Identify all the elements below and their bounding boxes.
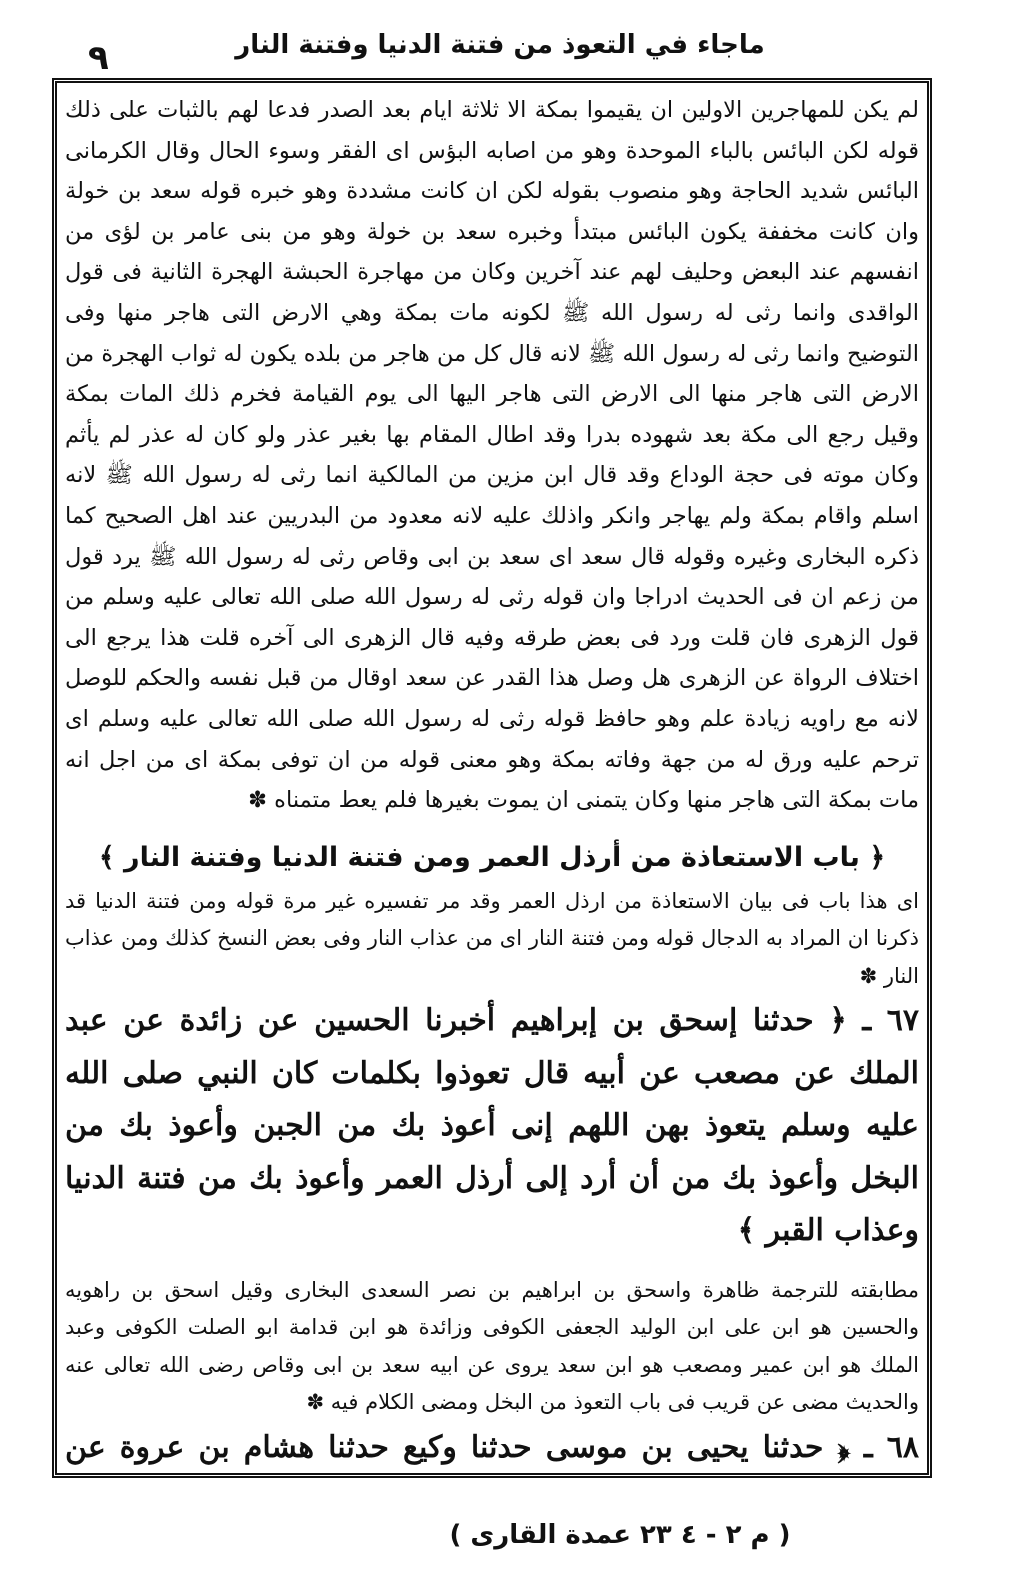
hadith-67: ٦٧ ـ ﴿ حدثنا إسحق بن إبراهيم أخبرنا الحسين عن زائدة عن عبد الملك عن مصعب عن أبيه قال تعوذوا بكلمات كان النبي صلى الله عليه وسلم يتعوذ بهن اللهم إنى أعوذ بك من الجبن وأعوذ بك من البخل وأعوذ بك من أن أرد إلى أرذل العمر وأعوذ بك من فتنة الدنيا وعذاب القبر ﴾ <box>65 1003 919 1249</box>
page-footer: ( م ٢ - ٤ ٢٣ عمدة القارى ) <box>449 1520 791 1550</box>
page-header-title: ماجاء في التعوذ من فتنة الدنيا وفتنة النار <box>235 30 765 60</box>
chapter-commentary: اى هذا باب فى بيان الاستعاذة من ارذل العمر وقد مر تفسيره غير مرة قوله ومن فتنة الدنيا قد ذكرنا ان المراد به الدجال قوله ومن فتنة النار اى من عذاب النار وفى بعض النسخ كذلك ومن عذاب النار ✽ <box>65 888 919 988</box>
chapter-title: ﴿ باب الاستعاذة من أرذل العمر ومن فتنة الدنيا وفتنة النار ﴾ <box>98 841 886 873</box>
page-number: ٩ <box>88 38 109 78</box>
commentary-paragraph: لم يكن للمهاجرين الاولين ان يقيموا بمكة الا ثلاثة ايام بعد الصدر فدعا لهم بالثبات على ذلك قوله لكن البائس بالباء الموحدة وهو من اصابه البؤس اى الفقر وسوء الحال وقال الكرمانى البائس شديد الحاجة وهو منصوب بقوله لكن ان كانت مشددة وهو خبره قوله سعد بن خولة وان كانت مخففة يكون البائس مبتدأ وخبره سعد بن خولة وهو من بنى عامر بن لؤى من انفسهم عند البعض وحليف لهم عند آخرين وكان من مهاجرة الحبشة الهجرة الثانية فى قول الواقدى وانما رثى له رسول الله ﷺ لكونه مات بمكة وهي الارض التى هاجر منها وفى التوضيح وانما رثى له رسول الله ﷺ لانه قال كل من هاجر من بلده يكون له ثواب الهجرة من الارض التى هاجر منها الى الارض التى هاجر اليها الى يوم القيامة فخرم ذلك المات بمكة وقيل رجع الى مكة بعد شهوده بدرا وقد اطال المقام بها بغير عذر ولو كان له عذر لم يأثم وكان موته فى حجة الوداع وقد قال ابن مزين من المالكية انما رثى له رسول الله ﷺ لانه اسلم واقام بمكة ولم يهاجر وانكر واذلك عليه لانه معدود من البدريين عند اهل الصحيح كما ذكره البخارى وغيره وقوله قال سعد اى سعد بن ابى وقاص رثى له رسول الله ﷺ يرد قول من زعم ان فى الحديث ادراجا وان قوله رثى له رسول الله صلى الله تعالى عليه وسلم من قول الزهرى فان قلت ورد فى بعض طرقه وفيه قال الزهرى الى آخره قلت هذا يرجع الى اختلاف الرواة عن الزهرى هل وصل هذا القدر عن سعد اوقال من قبل نفسه والحكم للوصل لانه مع راويه زيادة علم وهو حافظ قوله رثى له رسول الله صلى الله تعالى عليه وسلم اى ترحم عليه ورق له من جهة وفاته بمكة وهو معنى قوله من ان توفى بمكة اى من اجل انه مات بمكة التى هاجر منها وكان يتمنى ان يموت بغيرها فلم يعط متمناه ✽ <box>65 97 919 814</box>
hadith-67-commentary: مطابقته للترجمة ظاهرة واسحق بن ابراهيم بن نصر السعدى البخارى وقيل اسحق بن راهويه والحسين هو ابن على ابن الوليد الجعفى الكوفى وزائدة هو ابن قدامة ابو الصلت الكوفى وعبد الملك هو ابن عمير ومصعب هو ابن سعد يروى عن ابيه سعد بن ابى وقاص رضى الله تعالى عنه والحديث مضى عن قريب فى باب التعوذ من البخل ومضى الكلام فيه ✽ <box>65 1277 919 1415</box>
hadith-68: ٦٨ ـ ﴿ حدثنا يحيى بن موسى حدثنا وكيع حدثنا هشام بن عروة عن <box>65 1429 919 1465</box>
text-body <box>65 90 919 1468</box>
